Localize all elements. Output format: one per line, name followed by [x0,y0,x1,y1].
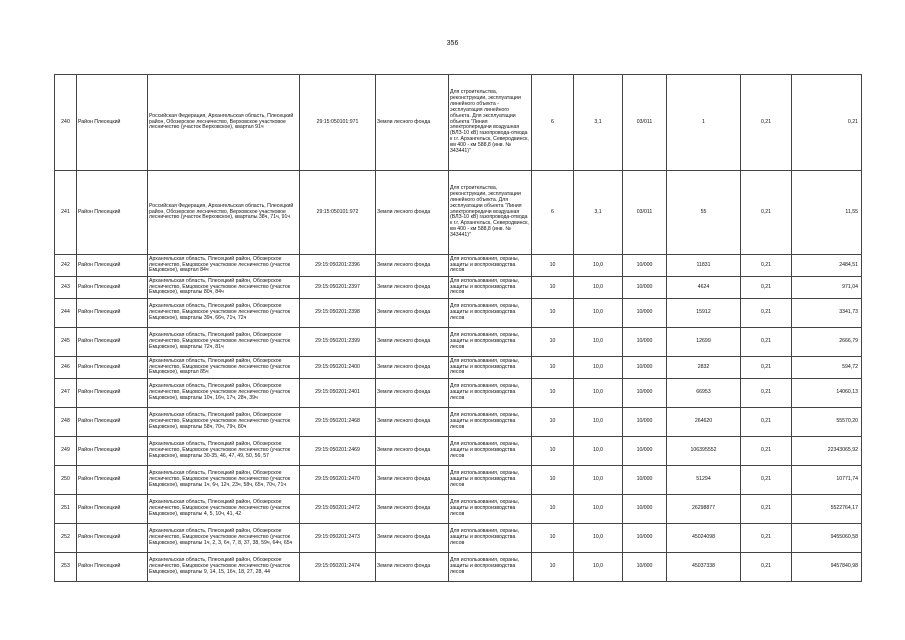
cadastral-number-cell: 29:15:050201:2397 [300,277,376,299]
cadastral-number-cell: 29:15:050201:2399 [300,328,376,357]
cadastral-number-cell: 29:15:050201:2396 [300,255,376,277]
area-cell: 1 [667,75,741,171]
area-cell: 51294 [667,466,741,495]
total-cell: 971,04 [792,277,862,299]
code-cell: 10 [532,437,574,466]
row-number-cell: 249 [55,437,77,466]
code-cell: 10 [532,408,574,437]
location-cell: Архангельская область, Плесецкий район, Обозерское лесничество, Емцовское участковое лесничество (участок Емцовское), кварталы 10ч, 16ч, 17ч, 28ч, 39ч [148,379,300,408]
purpose-cell: Для использования, охраны, защиты и воспроизводства лесов [449,495,532,524]
row-number-cell: 244 [55,299,77,328]
location-cell: Архангельская область, Плесецкий район, Обозерское лесничество, Емцовское участковое лесничество (участок Емцовское), кварталы 1ч, 2, 3, 6ч, 7, 8, 37, 38, 59ч, 64ч, 65ч [148,524,300,553]
cadastral-number-cell: 29:15:050201:2473 [300,524,376,553]
rate-cell: 0,21 [741,171,792,255]
table-row [55,255,862,277]
rate-cell: 0,21 [741,437,792,466]
purpose-cell: Для использования, охраны, защиты и воспроизводства лесов [449,408,532,437]
cadastral-number-cell: 29:15:050201:2468 [300,408,376,437]
rate-cell: 0,21 [741,553,792,582]
district-cell: Район Плесецкий [77,437,148,466]
area-cell: 12699 [667,328,741,357]
land-category-cell: Земли лесного фонда [376,277,449,299]
table-row [55,277,862,299]
location-cell: Архангельская область, Плесецкий район, Обозерское лесничество, Емцовское участковое лесничество (участок Емцовское), кварталы 9, 14, 15, 16ч, 18, 27, 28, 44 [148,553,300,582]
purpose-cell: Для использования, охраны, защиты и воспроизводства лесов [449,277,532,299]
total-cell: 11,55 [792,171,862,255]
rate-cell: 0,21 [741,75,792,171]
table-row [55,171,862,255]
purpose-cell: Для использования, охраны, защиты и воспроизводства лесов [449,553,532,582]
land-category-cell: Земли лесного фонда [376,495,449,524]
rate-cell: 0,21 [741,379,792,408]
cadastral-number-cell: 29:15:050101:971 [300,75,376,171]
district-cell: Район Плесецкий [77,75,148,171]
code-cell: 6 [532,171,574,255]
district-cell: Район Плесецкий [77,357,148,379]
land-category-cell: Земли лесного фонда [376,408,449,437]
land-category-cell: Земли лесного фонда [376,357,449,379]
location-cell: Архангельская область, Плесецкий район, Обозерское лесничество, Емцовское участковое лесничество (участок Емцовское), кварталы 30-35, 46, 47, 49, 50, 56, 57 [148,437,300,466]
table-row [55,495,862,524]
location-cell: Архангельская область, Плесецкий район, Обозерское лесничество, Емцовское участковое лесничество (участок Емцовское), кварталы 58ч, 70ч, 79ч, 80ч [148,408,300,437]
location-cell: Архангельская область, Плесецкий район, Обозерское лесничество, Емцовское участковое лесничество (участок Емцовское), кварталы 1ч, 6ч, 12ч, 23ч, 58ч, 65ч, 70ч, 71ч [148,466,300,495]
rate-cell: 0,21 [741,408,792,437]
total-cell: 5522764,17 [792,495,862,524]
location-cell: Архангельская область, Плесецкий район, Обозерское лесничество, Емцовское участковое лесничество (участок Емцовское), кварталы 80ч, 84ч [148,277,300,299]
activity-code-cell: 10/000 [623,255,667,277]
row-number-cell: 245 [55,328,77,357]
code-cell: 10 [532,495,574,524]
cadastral-number-cell: 29:15:050201:2469 [300,437,376,466]
row-number-cell: 251 [55,495,77,524]
row-number-cell: 242 [55,255,77,277]
land-category-cell: Земли лесного фонда [376,299,449,328]
district-cell: Район Плесецкий [77,495,148,524]
row-number-cell: 253 [55,553,77,582]
table-row [55,466,862,495]
rate-percent-cell: 10,0 [574,408,623,437]
area-cell: 11831 [667,255,741,277]
table-row [55,437,862,466]
total-cell: 9457840,98 [792,553,862,582]
area-cell: 45037338 [667,553,741,582]
rate-cell: 0,21 [741,357,792,379]
rate-percent-cell: 10,0 [574,255,623,277]
district-cell: Район Плесецкий [77,524,148,553]
area-cell: 55 [667,171,741,255]
table-row [55,408,862,437]
rate-percent-cell: 10,0 [574,277,623,299]
activity-code-cell: 10/000 [623,408,667,437]
location-cell: Российская Федерация, Архангельская область, Плесецкий район, Обозерское лесничество, Верховское участковое лесничество (участок Верховское), квартал 91ч [148,75,300,171]
activity-code-cell: 10/000 [623,553,667,582]
cadastral-number-cell: 29:15:050101:972 [300,171,376,255]
code-cell: 10 [532,553,574,582]
district-cell: Район Плесецкий [77,408,148,437]
land-category-cell: Земли лесного фонда [376,328,449,357]
activity-code-cell: 10/000 [623,328,667,357]
rate-cell: 0,21 [741,328,792,357]
total-cell: 55570,20 [792,408,862,437]
row-number-cell: 241 [55,171,77,255]
area-cell: 45024098 [667,524,741,553]
cadastral-number-cell: 29:15:050201:2398 [300,299,376,328]
area-cell: 26298877 [667,495,741,524]
table-row [55,357,862,379]
rate-percent-cell: 10,0 [574,328,623,357]
activity-code-cell: 10/000 [623,437,667,466]
total-cell: 22343065,92 [792,437,862,466]
land-plots-table [54,74,862,582]
row-number-cell: 250 [55,466,77,495]
land-category-cell: Земли лесного фонда [376,553,449,582]
activity-code-cell: 03/011 [623,171,667,255]
row-number-cell: 252 [55,524,77,553]
code-cell: 10 [532,277,574,299]
cadastral-number-cell: 29:15:050201:2401 [300,379,376,408]
cadastral-number-cell: 29:15:050201:2474 [300,553,376,582]
row-number-cell: 247 [55,379,77,408]
code-cell: 10 [532,357,574,379]
table-row [55,299,862,328]
rate-cell: 0,21 [741,299,792,328]
purpose-cell: Для строительства, реконструкции, эксплуатации линейного объекта - эксплуатация линейного объекта. Для эксплуатации объекта "Линия электропередачи воздушная (ВЛЗ-10 кВ) газопровода-отвода к г.г. Архангельск, Северодвинск, км 400 - км 588,8 (инв. № 343441)" [449,75,532,171]
activity-code-cell: 10/000 [623,466,667,495]
rate-percent-cell: 3,1 [574,75,623,171]
activity-code-cell: 10/000 [623,277,667,299]
purpose-cell: Для использования, охраны, защиты и воспроизводства лесов [449,437,532,466]
land-category-cell: Земли лесного фонда [376,437,449,466]
activity-code-cell: 10/000 [623,379,667,408]
total-cell: 2484,51 [792,255,862,277]
land-category-cell: Земли лесного фонда [376,171,449,255]
purpose-cell: Для использования, охраны, защиты и воспроизводства лесов [449,357,532,379]
district-cell: Район Плесецкий [77,299,148,328]
row-number-cell: 246 [55,357,77,379]
code-cell: 10 [532,466,574,495]
activity-code-cell: 10/000 [623,357,667,379]
code-cell: 10 [532,379,574,408]
rate-percent-cell: 10,0 [574,524,623,553]
page-number: 356 [446,40,459,47]
code-cell: 6 [532,75,574,171]
purpose-cell: Для строительства, реконструкции, эксплуатации линейного объекта. Для эксплуатации объекта "Линия электропередачи воздушная (ВЛЗ-10 кВ) газопровода-отвода к г.г. Архангельск, Северодвинск, км 400 - км 588,8 (инв. № 343441)" [449,171,532,255]
area-cell: 264620 [667,408,741,437]
district-cell: Район Плесецкий [77,553,148,582]
purpose-cell: Для использования, охраны, защиты и воспроизводства лесов [449,466,532,495]
total-cell: 2666,79 [792,328,862,357]
purpose-cell: Для использования, охраны, защиты и воспроизводства лесов [449,379,532,408]
row-number-cell: 243 [55,277,77,299]
purpose-cell: Для использования, охраны, защиты и воспроизводства лесов [449,255,532,277]
area-cell: 4624 [667,277,741,299]
rate-cell: 0,21 [741,495,792,524]
rate-percent-cell: 10,0 [574,379,623,408]
activity-code-cell: 10/000 [623,495,667,524]
location-cell: Архангельская область, Плесецкий район, Обозерское лесничество, Емцовское участковое лесничество (участок Емцовское), квартал 85ч [148,357,300,379]
purpose-cell: Для использования, охраны, защиты и воспроизводства лесов [449,328,532,357]
row-number-cell: 240 [55,75,77,171]
purpose-cell: Для использования, охраны, защиты и воспроизводства лесов [449,299,532,328]
rate-percent-cell: 10,0 [574,466,623,495]
rate-percent-cell: 10,0 [574,495,623,524]
total-cell: 594,72 [792,357,862,379]
area-cell: 15912 [667,299,741,328]
location-cell: Архангельская область, Плесецкий район, Обозерское лесничество, Емцовское участковое лесничество (участок Емцовское), кварталы 72ч, 81ч [148,328,300,357]
total-cell: 0,21 [792,75,862,171]
code-cell: 10 [532,299,574,328]
table-row [55,524,862,553]
table-row [55,553,862,582]
activity-code-cell: 03/011 [623,75,667,171]
total-cell: 9455060,58 [792,524,862,553]
activity-code-cell: 10/000 [623,524,667,553]
rate-cell: 0,21 [741,255,792,277]
rate-percent-cell: 10,0 [574,437,623,466]
rate-percent-cell: 10,0 [574,357,623,379]
activity-code-cell: 10/000 [623,299,667,328]
total-cell: 10771,74 [792,466,862,495]
rate-percent-cell: 10,0 [574,299,623,328]
total-cell: 3341,73 [792,299,862,328]
cadastral-number-cell: 29:15:050201:2400 [300,357,376,379]
code-cell: 10 [532,328,574,357]
land-category-cell: Земли лесного фонда [376,255,449,277]
area-cell: 66953 [667,379,741,408]
location-cell: Архангельская область, Плесецкий район, Обозерское лесничество, Емцовское участковое лесничество (участок Емцовское), кварталы 39ч, 66ч, 71ч, 72ч [148,299,300,328]
rate-percent-cell: 3,1 [574,171,623,255]
code-cell: 10 [532,255,574,277]
cadastral-number-cell: 29:15:050201:2470 [300,466,376,495]
land-category-cell: Земли лесного фонда [376,524,449,553]
rate-percent-cell: 10,0 [574,553,623,582]
rate-cell: 0,21 [741,524,792,553]
district-cell: Район Плесецкий [77,466,148,495]
district-cell: Район Плесецкий [77,328,148,357]
row-number-cell: 248 [55,408,77,437]
district-cell: Район Плесецкий [77,277,148,299]
district-cell: Район Плесецкий [77,379,148,408]
land-category-cell: Земли лесного фонда [376,379,449,408]
code-cell: 10 [532,524,574,553]
table-row [55,328,862,357]
rate-cell: 0,21 [741,277,792,299]
purpose-cell: Для использования, охраны, защиты и воспроизводства лесов [449,524,532,553]
location-cell: Российская Федерация, Архангельская область, Плесецкий район, Обозерское лесничество, Верховское участковое лесничество (участок Верховское), кварталы 38ч, 71ч, 91ч [148,171,300,255]
land-category-cell: Земли лесного фонда [376,75,449,171]
cadastral-number-cell: 29:15:050201:2472 [300,495,376,524]
land-category-cell: Земли лесного фонда [376,466,449,495]
table-row [55,379,862,408]
location-cell: Архангельская область, Плесецкий район, Обозерское лесничество, Емцовское участковое лесничество (участок Емцовское), квартал 84ч [148,255,300,277]
table-row [55,75,862,171]
area-cell: 2832 [667,357,741,379]
total-cell: 14060,13 [792,379,862,408]
district-cell: Район Плесецкий [77,255,148,277]
rate-cell: 0,21 [741,466,792,495]
area-cell: 106395552 [667,437,741,466]
location-cell: Архангельская область, Плесецкий район, Обозерское лесничество, Емцовское участковое лесничество (участок Емцовское), кварталы 4, 5, 10ч, 41, 42 [148,495,300,524]
district-cell: Район Плесецкий [77,171,148,255]
